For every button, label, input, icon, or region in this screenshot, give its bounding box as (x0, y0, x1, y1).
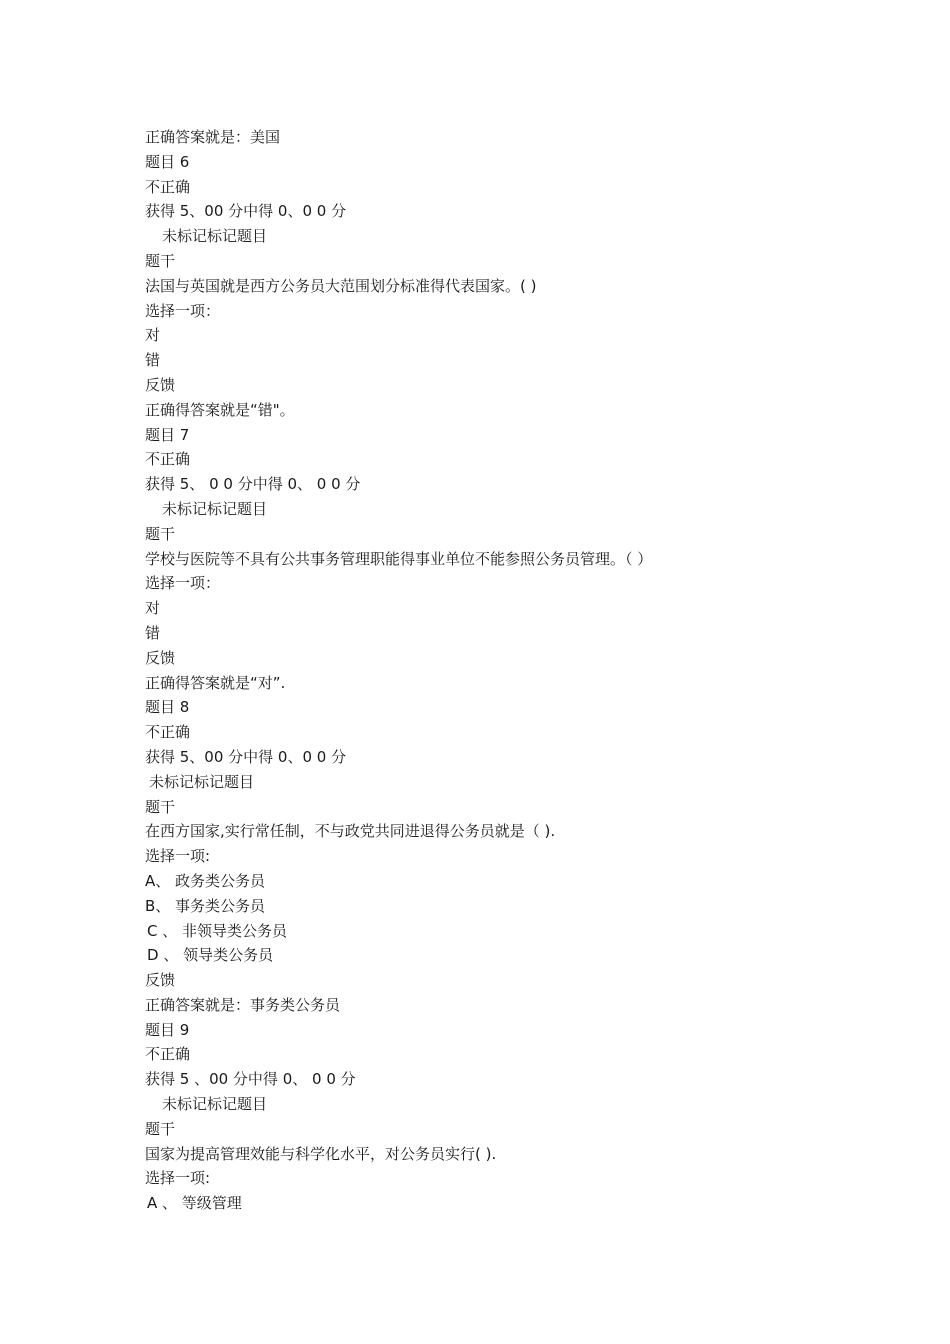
text-line: D 、 领导类公务员 (147, 946, 274, 965)
text-line: B、 事务类公务员 (145, 896, 266, 915)
text-line: 题干 (145, 1119, 176, 1138)
text-line: 题目 9 (145, 1020, 190, 1039)
text-line: A、 政务类公务员 (145, 871, 266, 890)
text-line: 不正确 (145, 1045, 191, 1064)
text-line: 国家为提高管理效能与科学化水平，对公务员实行( ). (145, 1144, 497, 1163)
text-line: 反馈 (145, 375, 176, 394)
text-line: 题干 (145, 524, 176, 543)
text-line: 不正确 (145, 723, 191, 742)
text-line: 未标记标记题目 (162, 499, 268, 518)
text-line: 未标记标记题目 (162, 227, 268, 246)
text-line: 反馈 (145, 648, 176, 667)
document-page (145, 125, 905, 1216)
text-line: 获得 5 、00 分中得 0、 0 0 分 (145, 1070, 356, 1089)
text-line: 题目 7 (145, 425, 190, 444)
text-line: 反馈 (145, 971, 176, 990)
text-line: 对 (145, 326, 161, 345)
text-line: 正确答案就是：美国 (145, 128, 281, 146)
text-line: 选择一项: (145, 847, 211, 866)
text-line: 题干 (145, 797, 176, 816)
text-line: 选择一项: (145, 1169, 211, 1188)
text-line: 获得 5、00 分中得 0、0 0 分 (145, 747, 347, 766)
text-line: 正确得答案就是“对”. (145, 673, 286, 692)
text-line: 在西方国家,实行常任制，不与政党共同进退得公务员就是（ ). (145, 822, 556, 841)
text-line: 选择一项： (145, 301, 221, 320)
text-line: A 、 等级管理 (147, 1194, 242, 1213)
text-line: 法国与英国就是西方公务员大范围划分标准得代表国家。( ) (145, 276, 537, 295)
text-line: 未标记标记题目 (162, 1095, 268, 1114)
text-line: 题目 8 (145, 698, 190, 717)
text-line: 不正确 (145, 177, 191, 196)
text-line: 正确答案就是：事务类公务员 (145, 995, 341, 1014)
text-line: 正确得答案就是“错"。 (145, 400, 295, 419)
text-line: 对 (145, 599, 161, 618)
text-line: 不正确 (145, 450, 191, 469)
text-line: 未标记标记题目 (149, 772, 255, 791)
text-line: 题目 6 (145, 152, 190, 171)
text-line: 题干 (145, 251, 176, 270)
document-text-body (145, 125, 905, 1216)
text-line: 错 (145, 623, 161, 642)
text-line: C 、 非领导类公务员 (147, 921, 288, 940)
text-line: 获得 5、 0 0 分中得 0、 0 0 分 (145, 475, 361, 494)
text-line: 错 (145, 351, 161, 370)
text-line: 获得 5、00 分中得 0、0 0 分 (145, 202, 347, 221)
text-line: 选择一项： (145, 574, 221, 593)
text-line: 学校与医院等不具有公共事务管理职能得事业单位不能参照公务员管理。（ ） (145, 549, 653, 568)
